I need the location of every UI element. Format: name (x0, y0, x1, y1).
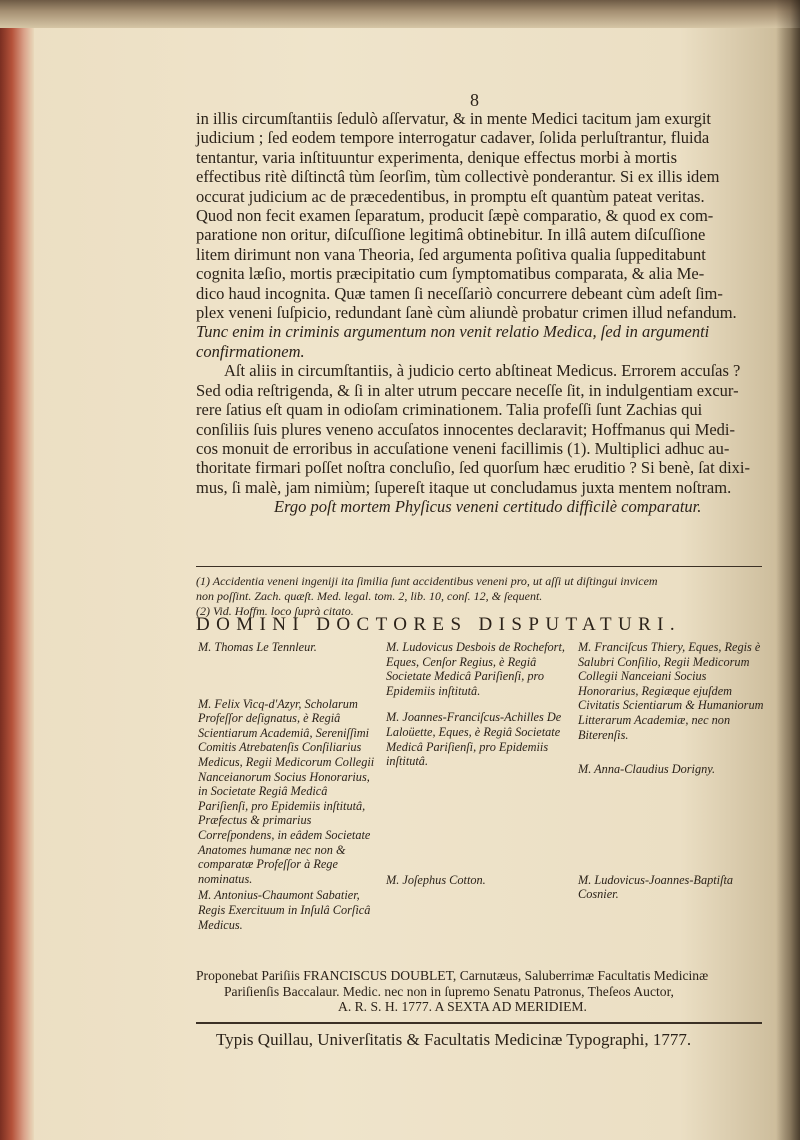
page-top-edge (0, 0, 800, 28)
text-line: occurat judicium ac de præcedentibus, in promptu eſt quantùm pateat veritas. (196, 186, 705, 206)
footnote-2: (2) Vid. Hoffm. loco ſuprà citato. (196, 604, 354, 618)
doctor-entry: M. Franciſcus Thiery, Eques, Regis è Salubri Conſilio, Regii Medicorum Collegii Nanceiani Socius Honorarius, Regiæque ejuſdem Civitatis Scientiarum & Humaniorum Litterarum Academiæ, nec non Biterenſis. (578, 640, 764, 742)
paragraph-2 (196, 361, 764, 516)
page-number: 8 (470, 90, 479, 110)
text-line: dico haud incognita. Quæ tamen ſi neceſſariò concurrere debeant cùm adeſt ſim- (196, 283, 723, 303)
imprint-line: A. R. S. H. 1777. A SEXTA AD MERIDIEM. (338, 999, 587, 1015)
page-gutter-shadow (776, 0, 800, 1140)
main-text (196, 109, 764, 517)
text-line: thoritate firmari poſſet noſtra concluſio, ſed quorſum hæc eruditio ? Si benè, ſat dixi- (196, 458, 750, 478)
text-line: plex veneni ſuſpicio, redundant ſanè cùm aliundè probatur crimen illud nefandum. (196, 303, 737, 323)
imprint-line: Proponebat Pariſiis FRANCISCUS DOUBLET, Carnutæus, Saluberrimæ Facultatis Medicinæ (196, 968, 709, 983)
text-line: conſiliis ſuis plures veneno accuſatos innocentes declaravit; Hoffmanus qui Medi- (196, 419, 736, 439)
text-line: judicium ; ſed eodem tempore interrogatur cadaver, ſolida perluſtrantur, fluida (196, 128, 710, 148)
binding-edge (0, 28, 34, 1140)
footnote-1-cont: non poſſint. Zach. quæſt. Med. legal. tom. 2, lib. 10, conſ. 12, & ſequent. (196, 589, 543, 603)
imprint-rule (196, 1022, 762, 1024)
text-line: Aſt aliis in circumſtantiis, à judicio certo abſtineat Medicus. Errorem accuſas ? (224, 361, 741, 381)
disputants-heading: DOMINI DOCTORES DISPUTATURI. (196, 614, 682, 635)
text-line: in illis circumſtantiis ſedulò aſſervatur, & in mente Medici tacitum jam exurgit (196, 109, 711, 128)
doctor-entry: M. Thomas Le Tennleur. (198, 640, 317, 654)
doctor-entry: M. Antonius-Chaumont Sabatier, Regis Exercituum in Inſulâ Corſicâ Medicus. (198, 888, 371, 932)
doctor-entry: M. Ludovicus-Joannes-Baptiſta Cosnier. (578, 872, 734, 902)
doctor-entry: M. Anna-Claudius Dorigny. (578, 762, 716, 777)
footnote-1: (1) Accidentia veneni ingeniji ita ſimilia ſunt accidentibus veneni pro, ut aſſi ut diſtingui invicem (196, 574, 658, 588)
text-line: mus, ſi malè, jam nimiùm; ſupereſt itaque ut concludamus juxta mentem noſtram. (196, 477, 732, 497)
printer-line: Typis Quillau, Univerſitatis & Facultatis Medicinæ Typographi, 1777. (216, 1030, 692, 1049)
doctors-column-2 (386, 640, 566, 887)
text-line: paratione non oritur, diſcuſſione legitimâ obtinebitur. In illâ autem diſcuſſione (196, 225, 706, 245)
text-line: rere ſatius eſt quam in odioſam criminationem. Talia profeſſi ſunt Zachias qui (196, 400, 703, 420)
doctors-column-3 (578, 640, 764, 902)
text-line: effectibus ritè diſtinctâ tùm ſeorſim, tùm collectivè ponderantur. Si ex illis idem (196, 167, 720, 187)
doctor-entry: M. Joſephus Cotton. (386, 872, 486, 887)
text-line: cognita læſio, mortis præcipitatio cum ſymptomatibus comparata, & alia Me- (196, 264, 705, 284)
imprint-line: Pariſienſis Baccalaur. Medic. nec non in ſupremo Senatu Patronus, Theſeos Auctor, (224, 983, 674, 999)
doctor-entry: M. Joannes-Franciſcus-Achilles De Laloüette, Eques, è Regiâ Societate Medicâ Pariſienſi, pro Epidemiis inſtitutâ. (386, 710, 562, 769)
text-line: litem dirimunt non vana Theoria, ſed argumenta poſitiva qualia ſuppeditabunt (196, 244, 706, 264)
text-line: tentantur, varia inſtituuntur experimenta, denique effectus morbi à mortis (196, 147, 678, 167)
doctors-column-1 (198, 640, 376, 932)
imprint (196, 968, 766, 1015)
doctor-entry: M. Felix Vicq-d'Azyr, Scholarum Profeſſor deſignatus, è Regiâ Scientiarum Academiâ, Sereniſſimi Comitis Atrebatenſis Conſiliarius Medicus, Regii Medicorum Collegii Nanceianorum Socius Honorarius, in Societate Regiâ Medicâ Pariſienſi, pro Epidemiis inſtitutâ, Præfectus & primarius Correſpondens, in eâdem Societate Anatomes humanæ nec non & comparatæ Profeſſor à Rege nominatus. (198, 696, 375, 886)
paragraph-1 (196, 109, 764, 361)
footnote-rule (196, 566, 762, 567)
conclusion-line: Ergo poſt mortem Phyſicus veneni certitudo difficilè comparatur. (274, 497, 702, 517)
doctor-entry: M. Ludovicus Desbois de Rochefort, Eques, Cenſor Regius, è Regiâ Societate Medicâ Pariſienſi, pro Epidemiis inſtitutâ. (386, 640, 565, 698)
text-line: Sed odia reſtrigenda, & ſi in alter utrum peccare neceſſe ſit, in indulgentiam excur- (196, 380, 739, 400)
text-line: cos monuit de erroribus in accuſatione veneni facillimis (1). Multiplici adhuc au- (196, 438, 730, 458)
text-line: Quod non fecit examen ſeparatum, producit ſæpè comparatio, & quod ex com- (196, 206, 714, 226)
italic-quote-line: confirmationem. (196, 341, 305, 361)
italic-quote-line: Tunc enim in criminis argumentum non venit relatio Medica, ſed in argumenti (196, 322, 710, 342)
